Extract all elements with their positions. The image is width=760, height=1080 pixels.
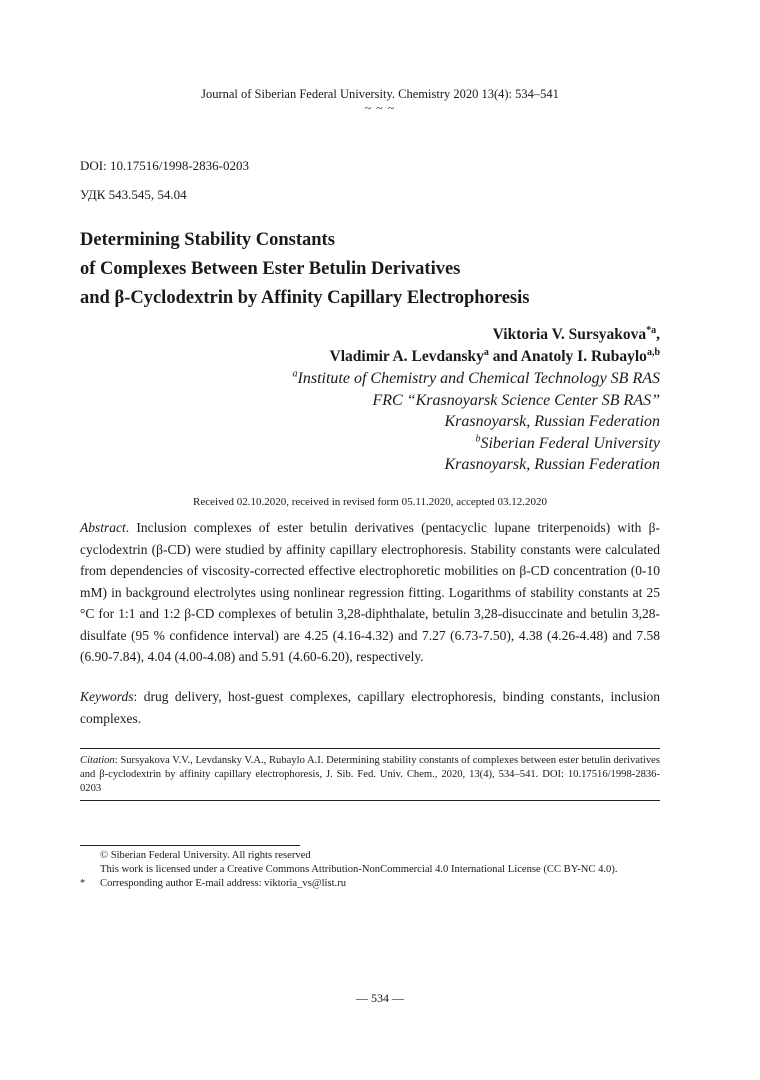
author-line-1 (330, 324, 660, 346)
affiliation-line (293, 433, 660, 455)
keywords (80, 686, 660, 729)
author-name: Viktoria V. Sursyakova (492, 326, 647, 343)
title-line: Determining Stability Constants (80, 230, 335, 250)
page-number: — 534 — (356, 991, 404, 1005)
citation-bottom-rule (80, 800, 660, 801)
abstract-label: Abstract (80, 520, 126, 535)
article-title (80, 226, 700, 313)
license-note: This work is licensed under a Creative Commons Attribution-NonCommercial 4.0 International License (CC BY-NC 4.0). (100, 864, 618, 875)
copyright-note: © Siberian Federal University. All rights reserved (100, 850, 311, 861)
citation-text: : Sursyakova V.V., Levdansky V.A., Rubaylo A.I. Determining stability constants of complexes between ester betulin derivatives and β-cyclodextrin by affinity capillary electrophoresis, J. Sib. Fed. Univ. Chem., 2020, 13(4), 534–541. DOI: 10.17516/1998-2836-0203 (80, 755, 660, 794)
affiliation-line: Krasnoyarsk, Russian Federation (444, 456, 660, 473)
affiliation-text: Institute of Chemistry and Chemical Technology SB RAS (297, 370, 660, 387)
header-ornament: ~ ~ ~ (364, 101, 396, 115)
affiliation-text: Siberian Federal University (480, 434, 660, 452)
footnote-star: * (80, 878, 86, 889)
abstract-text: . Inclusion complexes of ester betulin derivatives (pentacyclic lupane triterpenoids) with β-cyclodextrin (β-CD) were studied by affinity capillary electrophoresis. Stability constants were calculated from dependencies of viscosity-corrected effective electrophoretic mobilities on β-CD concentration (0-10 mM) in background electrolytes using nonlinear regression fitting. Logarithms of stability constants at 25 °C for 1:1 and 1:2 β-CD complexes of betulin 3,28-diphthalate, betulin 3,28-disuccinate and betulin 3,28-disulfate (95 % confidence interval) are 4.25 (4.16-4.32) and 7.27 (6.73-7.50), 4.38 (4.26-4.48) and 7.58 (6.90-7.84), 4.04 (4.00-4.08) and 5.91 (4.60-6.20), respectively. (80, 520, 660, 664)
corresponding-author-note: Corresponding author E-mail address: viktoria_vs@list.ru (100, 878, 347, 889)
affiliation-mark: b (475, 433, 481, 445)
author-line-2 (330, 346, 660, 368)
journal-header: Journal of Siberian Federal University. Chemistry 2020 13(4): 534–541 (201, 87, 559, 101)
keywords-text: : drug delivery, host-guest complexes, capillary electrophoresis, binding constants, inclusion complexes. (80, 689, 660, 726)
title-line: and β-Cyclodextrin by Affinity Capillary Electrophoresis (80, 288, 530, 308)
affiliations (293, 368, 660, 476)
udk-line: УДК 543.545, 54.04 (80, 187, 187, 202)
author-affiliation-mark: *a (646, 324, 657, 336)
author-conjunction: and (488, 348, 521, 365)
affiliation-line: Krasnoyarsk, Russian Federation (444, 413, 660, 430)
citation-label: Citation (80, 755, 115, 766)
author-separator: , (656, 326, 660, 343)
author-name: Vladimir A. Levdansky (329, 348, 484, 365)
footnote-rule (80, 845, 300, 846)
affiliation-line (293, 368, 660, 390)
author-affiliation-mark: a (483, 346, 489, 358)
affiliation-line: FRC “Krasnoyarsk Science Center SB RAS” (372, 391, 660, 409)
title-line: of Complexes Between Ester Betulin Derivatives (80, 259, 461, 279)
doi-line: DOI: 10.17516/1998-2836-0203 (80, 158, 249, 173)
abstract (80, 517, 660, 668)
author-name: Anatoly I. Rubaylo (520, 348, 647, 365)
affiliation-mark: a (292, 368, 298, 380)
received-dates: Received 02.10.2020, received in revised form 05.11.2020, accepted 03.12.2020 (193, 496, 547, 508)
author-list (330, 324, 660, 368)
citation-top-rule (80, 748, 660, 749)
keywords-label: Keywords (80, 689, 134, 704)
citation (80, 754, 660, 796)
author-affiliation-mark: a,b (646, 346, 660, 358)
